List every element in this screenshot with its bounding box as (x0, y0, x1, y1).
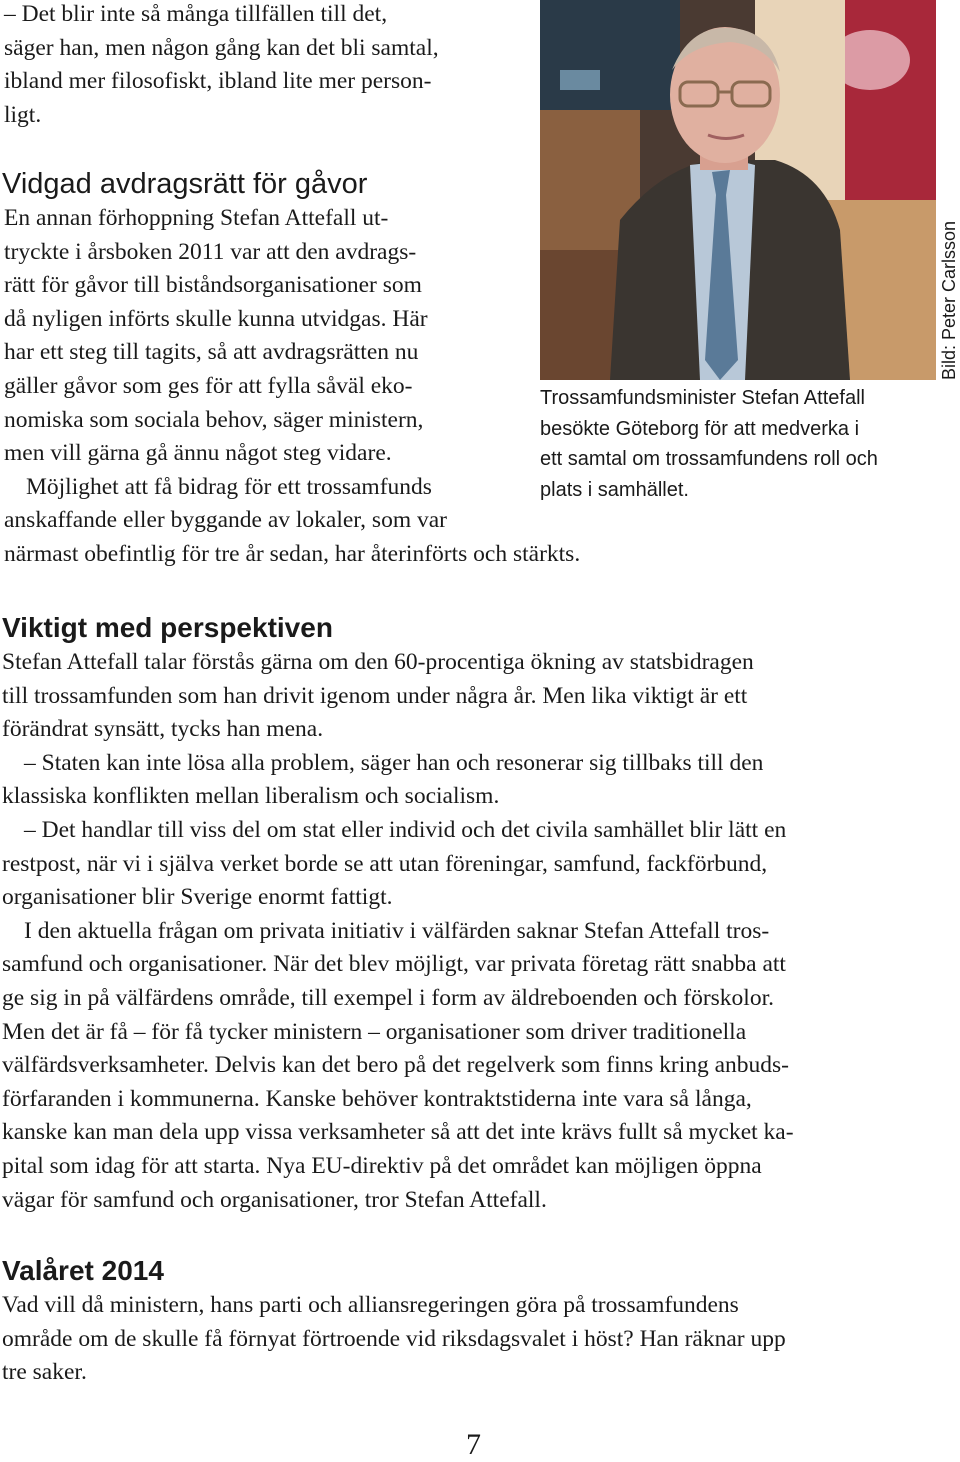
text-line: pital som idag för att starta. Nya EU-direktiv på det området kan möjligen öppna (2, 1152, 762, 1179)
text-line: ge sig in på välfärdens område, till exempel i form av äldreboenden och förskolor. (2, 984, 774, 1011)
minister-photo (540, 0, 936, 380)
text-line: – Det handlar till viss del om stat eller individ och det civila samhället blir lätt en (24, 816, 787, 843)
section-body-valaret (2, 1289, 952, 1390)
caption-line: besökte Göteborg för att medverka i (540, 417, 860, 440)
text-line: ligt. (4, 101, 42, 128)
text-line: tryckte i årsboken 2011 var att den avdrags- (4, 238, 417, 265)
caption-line: ett samtal om trossamfundens roll och (540, 448, 878, 470)
text-line: har ett steg till tagits, så att avdragsrätten nu (4, 339, 419, 366)
photo-caption (540, 383, 940, 505)
photo-credit: Bild: Peter Carlsson (939, 220, 959, 380)
caption-line: plats i samhället. (540, 478, 689, 501)
text-line: organisationer blir Sverige enormt fattigt. (2, 884, 393, 911)
text-line: Stefan Attefall talar förstås gärna om den 60-procentiga ökning av statsbidragen (2, 649, 754, 675)
intro-quote (4, 0, 524, 132)
text-line: gäller gåvor som ges för att fylla såväl eko- (4, 372, 413, 399)
section-body-perspektiven (2, 646, 952, 1217)
page-number: 7 (466, 1428, 481, 1461)
text-line: ibland mer filosofiskt, ibland lite mer person- (4, 68, 432, 95)
text-line: Men det är få – för få tycker ministern – organisationer som driver traditionella (2, 1018, 747, 1045)
text-line: anskaffande eller byggande av lokaler, som var (4, 507, 447, 534)
text-line: till trossamfunden som han drivit igenom under några år. Men lika viktigt är ett (2, 682, 748, 709)
text-line: – Staten kan inte lösa alla problem, säger han och resonerar sig tillbaks till den (24, 749, 764, 776)
caption-line: Trossamfundsminister Stefan Attefall (540, 387, 865, 409)
text-line: Vad vill då ministern, hans parti och alliansregeringen göra på trossamfundens (2, 1292, 739, 1318)
text-line: kanske kan man dela upp vissa verksamheter så att det inte krävs fullt så mycket ka- (2, 1119, 794, 1146)
text-line: nomiska som sociala behov, säger ministern, (4, 406, 424, 433)
text-line: säger han, men någon gång kan det bli samtal, (4, 34, 439, 61)
text-line: område om de skulle få förnyat förtroende vid riksdagsvalet i höst? Han räknar upp (2, 1325, 786, 1352)
text-line: klassiska konflikten mellan liberalism och socialism. (2, 783, 500, 810)
text-line: I den aktuella frågan om privata initiativ i välfärden saknar Stefan Attefall tros- (24, 917, 770, 944)
text-line: närmast obefintlig för tre år sedan, har återinförts och stärkts. (4, 540, 581, 567)
text-line: En annan förhoppning Stefan Attefall ut- (4, 205, 389, 231)
text-line: tre saker. (2, 1359, 87, 1386)
text-line: förändrat synsätt, tycks han mena. (2, 716, 324, 743)
text-line: välfärdsverksamheter. Delvis kan det bero på det regelverk som finns kring anbuds- (2, 1052, 790, 1079)
text-line: men vill gärna gå ännu något steg vidare. (4, 440, 392, 467)
text-line: då nyligen införts skulle kunna utvidgas. Här (4, 305, 428, 332)
section-heading-avdragsratt: Vidgad avdragsrätt för gåvor (2, 168, 368, 200)
text-line: förfaranden i kommunerna. Kanske behöver kontraktstiderna inte vara så långa, (2, 1085, 752, 1112)
section-heading-perspektiven: Viktigt med perspektiven (2, 612, 333, 643)
text-line: rätt för gåvor till biståndsorganisationer som (4, 272, 422, 299)
text-line: restpost, när vi i själva verket borde se att utan föreningar, samfund, fackförbund, (2, 850, 768, 877)
text-line: vägar för samfund och organisationer, tror Stefan Attefall. (2, 1186, 547, 1213)
text-line: – Det blir inte så många tillfällen till det, (4, 1, 388, 27)
text-line: samfund och organisationer. När det blev möjligt, var privata företag rätt snabba att (2, 951, 786, 978)
text-line: Möjlighet att få bidrag för ett trossamfunds (26, 473, 432, 500)
section-heading-valaret: Valåret 2014 (2, 1255, 164, 1286)
